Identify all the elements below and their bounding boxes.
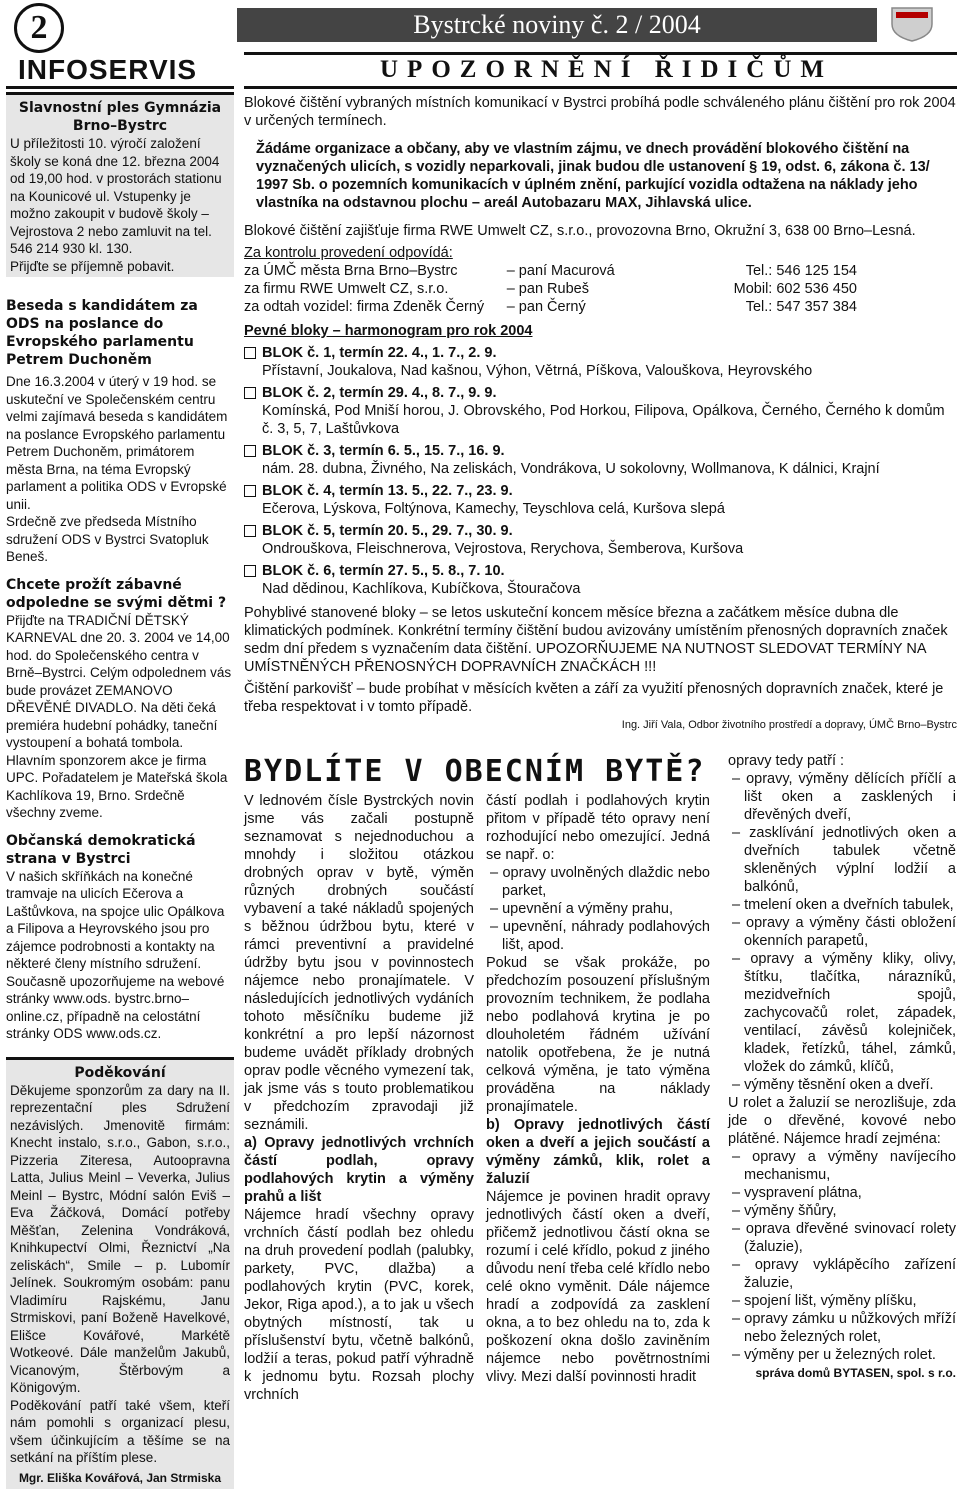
coat-of-arms-icon: [872, 6, 952, 42]
newspaper-header: Bystrcké noviny č. 2 / 2004: [237, 8, 877, 42]
podekovani-title: Poděkování: [10, 1064, 230, 1082]
blok-item: [244, 384, 957, 438]
contact-person: – pan Rubeš: [507, 280, 665, 298]
ples-title: Slavnostní ples Gymnázia Brno–Bystrc: [10, 99, 230, 135]
upozorneni-title: UPOZORNĚNÍ ŘIDIČŮM: [380, 56, 833, 84]
blok-streets: Ečerova, Lýskova, Foltýnova, Kamechy, Teyschlova celá, Kuršova slepá: [244, 500, 957, 518]
bydlite-col-1: [244, 792, 474, 1404]
section-rule: [6, 86, 234, 89]
upozorneni-rule-bottom: [244, 86, 957, 89]
upozorneni-body: [244, 94, 957, 734]
beseda-invite: Srdečně zve předseda Místního sdružení ODS v Bystrci Svatopluk Beneš.: [6, 513, 234, 566]
section-title: INFOSERVIS: [18, 54, 197, 86]
contacts-title: Za kontrolu provedení odpovídá:: [244, 244, 957, 262]
checkbox-icon: [244, 347, 256, 359]
parkoviste: Čištění parkovišť – bude probíhat v měsících květen a září za využití přenosných dopravních značek, které je třeba respektovat i v tomto případě.: [244, 680, 957, 716]
contact-phone: Tel.: 547 357 384: [664, 298, 957, 316]
list-item: – spojení lišt, výměny plíšku,: [728, 1292, 956, 1310]
harmonogram-title: Pevné bloky – harmonogram pro rok 2004: [244, 322, 957, 340]
blok-item: [244, 344, 957, 380]
blok-title: BLOK č. 1, termín 22. 4., 1. 7., 2. 9.: [244, 344, 957, 362]
checkbox-icon: [244, 565, 256, 577]
upozorneni-warning: Žádáme organizace a občany, aby ve vlastním zájmu, ve dnech provádění blokového čištění na vyznačených ulicích, s vozidly neparkovali, jinak budou dle ustanovení § 19, odst. 6, zákona č. 13/ 1997 Sb. o pozemních komunikacích v úplném znění, parkující vozidla odtažena na náklady jeho vlastníka na odstavnou plochu – areál Autobazaru MAX, Jihlavská ulice.: [244, 140, 957, 212]
blok-title: BLOK č. 5, termín 20. 5., 29. 7., 30. 9.: [244, 522, 957, 540]
contact-org: za firmu RWE Umwelt CZ, s.r.o.: [244, 280, 507, 298]
contact-org: za ÚMČ města Brna Brno–Bystrc: [244, 262, 507, 280]
contact-phone: Tel.: 546 125 154: [664, 262, 957, 280]
blok-item: [244, 482, 957, 518]
list-item: – oprava dřevěné svinovací rolety (žaluzie),: [728, 1220, 956, 1256]
contact-row: [244, 298, 957, 316]
blok-title: BLOK č. 4, termín 13. 5., 22. 7., 23. 9.: [244, 482, 957, 500]
list-item: – upevnění a výměny prahu,: [486, 900, 710, 918]
blok-streets: nám. 28. dubna, Živného, Na zeliskách, Vondrákova, U sokolovny, Wollmanova, K dálnici, Krajní: [244, 460, 957, 478]
ods-article: [6, 832, 234, 1043]
contact-row: [244, 262, 957, 280]
list-item: – výměny těsnění oken a dveří.: [728, 1076, 956, 1094]
beseda-body: Dne 16.3.2004 v úterý v 19 hod. se uskuteční ve Společenském centru velmi zajímavá beseda s kandidátem na poslance Evropského parlamentu Petrem Duchoněm, primátorem města Brna, na téma Evropský parlament a politika ODS v Evropské unii.: [6, 373, 234, 513]
left-column: [6, 92, 234, 1489]
contact-person: – pan Černý: [507, 298, 665, 316]
bydlite-col3-list: [728, 770, 956, 1094]
bydlite-col2-list: [486, 864, 710, 954]
blok-streets: Přístavní, Joukalova, Nad kašnou, Výhon, Větrná, Píškova, Valouškova, Heyrovského: [244, 362, 957, 380]
karneval-body: Přijďte na TRADIČNÍ DĚTSKÝ KARNEVAL dne 20. 3. 2004 ve 14,00 hod. do Společenského centra v Brně–Bystrci. Celým odpolednem vás bude provázet ZEMANOVO DŘEVĚNÉ DIVADLO. Na děti čeká premiéra hudební pohádky, taneční vystoupení a bohatá tombola. Hlavním sponzorem akce je firma UPC. Pořadatelem je Mateřská škola Kachlíkova 19, Brno. Srdečně všechny zveme.: [6, 612, 234, 822]
bydlite-col3-list: [728, 1148, 956, 1364]
bydlite-col2-text: Nájemce je povinen hradit opravy jednotlivých částí oken a dveří, přičemž jednotlivou částí okna se rozumí i celé křídlo, pokud z jiného důvodu není třeba celé křídlo nebo celé okno vyměnit. Dále nájemce hradí a zodpovídá za zasklení okna, a to bez ohledu na to, zda k poškození okna došlo zaviněním nájemce nebo povětrnostními vlivy. Mezi další povinnosti hradit: [486, 1188, 710, 1386]
blok-title: BLOK č. 2, termín 29. 4., 8. 7., 9. 9.: [244, 384, 957, 402]
contact-phone: Mobil: 602 536 450: [664, 280, 957, 298]
list-item: – upevnění, náhrady podlahových lišt, apod.: [486, 918, 710, 954]
ods-body: V našich skříňkách na konečné tramvaje na ulicích Ečerova a Laštůvkova, na spojce ulic Opálkova a Filipova a Heyrovského jsou pro zájemce podrobnosti a kontakty na některé členy místního sdružení. Současně upozorňujeme na webové stránky www.ods. bystrc.brno–online.cz, případně na celostátní stránky ODS www.ods.cz.: [6, 868, 234, 1043]
blok-streets: Nad dědinou, Kachlíkova, Kubíčkova, Štouračova: [244, 580, 957, 598]
list-item: – opravy a výměny kliky, olivy, štítku, tlačítka, nárazníků, mezidveřních spojů, zachycovačů rolet, západek, ventilací, závěsů kolejniček, kladek, řetízků, táhel, zámků, vložek do zámků, klíčů,: [728, 950, 956, 1076]
ples-body: U příležitosti 10. výročí založení školy se koná dne 12. března 2004 od 19,00 hod. v prostorách stationu na Kounicové ul. Vstupenky je možno zakoupit v budově školy – Vejrostova 2 nebo zamluvit na tel. 546 214 930 kl. 130.: [10, 135, 230, 258]
list-item: – opravy a výměny části obložení okenních parapetů,: [728, 914, 956, 950]
bydlite-col-2: [486, 792, 710, 1386]
bydlite-col3-text: opravy tedy patří :: [728, 752, 956, 770]
podekovani-thanks: Poděkování patří také všem, kteří nám pomohli s organizací plesu, všem účinkujícím a těšíme se na setkání na příštím plese.: [10, 1397, 230, 1467]
podekovani-body: Děkujeme sponzorům za dary na II. reprezentační ples Sdružení nezávislých. Jmenovitě firmám: Knecht instalo, s.r.o., Gabon, s.r.o., Pizzeria Ziteresa, Autoopravna Latta, Julius Meinl – Veverka, Julius Meinl – Bystrc, Módní salón Eviš – Eva Žáčková, Domácí potřeby Měšťan, Zelenina Vondráková, Knihkupectví Olmi, Řeznictví „Na zeliskách“, Smile – p. Lubomír Jelínek. Soukromým osobám: panu Vladimíru Rajskému, Janu Strmiskovi, paní Boženě Havelkové, Elišce Kovářové, Markétě Wotkeové. Dále manželům Jakubů, Vicanovým, Štěrbovým a Königovým.: [10, 1082, 230, 1397]
pohyblive-bloky: Pohyblivé stanovené bloky – se letos uskuteční koncem měsíce března a začátkem měsíce dubna dle klimatických podmínek. Konkrétní termíny čištění budou avizovány umístěním přenosných dopravních značek sedm dní předem s vyznačením data čištění. UPOZORŇUJEME NA NUTNOST SLEDOVAT TERMÍNY NA UMÍSTNĚNÝCH PŘENOSNÝCH DOPRAVNÍCH ZNAČKÁCH !!!: [244, 604, 957, 676]
beseda-title: Beseda s kandidátem za ODS na poslance do Evropského parlamentu Petrem Duchoněm: [6, 297, 234, 369]
blok-title: BLOK č. 3, termín 6. 5., 15. 7., 16. 9.: [244, 442, 957, 460]
bydlite-signature: správa domů BYTASEN, spol. s r.o.: [728, 1364, 956, 1382]
ods-title: Občanská demokratická strana v Bystrci: [6, 832, 234, 868]
karneval-article: [6, 576, 234, 822]
upozorneni-intro: Blokové čištění vybraných místních komunikací v Bystrci probíhá podle schváleného plánu čištění pro rok 2004 v určených termínech.: [244, 94, 957, 130]
list-item: – opravy a výměny navíjecího mechanismu,: [728, 1148, 956, 1184]
list-item: – opravy, výměny dělících příčlí a lišt oken a zasklených i dřevěných dveří,: [728, 770, 956, 824]
podekovani-signature: Mgr. Eliška Kovářová, Jan Strmiska: [10, 1470, 230, 1488]
contact-org: za odtah vozidel: firma Zdeněk Černý: [244, 298, 507, 316]
blok-title: BLOK č. 6, termín 27. 5., 5. 8., 7. 10.: [244, 562, 957, 580]
blok-item: [244, 522, 957, 558]
bydlite-col3-text: U rolet a žaluzií se nerozlišuje, zda jde o dřevěné, kovové nebo plátěné. Nájemce hradí zejména:: [728, 1094, 956, 1148]
blok-item: [244, 442, 957, 478]
checkbox-icon: [244, 525, 256, 537]
bydlite-title: BYDLÍTE V OBECNÍM BYTĚ?: [244, 754, 705, 789]
page-number: 2: [14, 3, 64, 53]
bydlite-col1-text: V lednovém čísle Bystrckých novin jsme vás začali postupně seznamovat s nejednoduchou a mnohdy i složitou otázkou drobných oprav v bytě, výměn různých drobných součástí vybavení a také nákladů spojených s běžnou údržbou bytu, které v rámci preventivní a pravidelné údržby bytu jsou v povinnostech nájemce nebo pronajímatele. V následujících jednotlivých vydáních tohoto měsíčníku budeme již konkrétní a pro lepší názornost budeme uvádět příklady drobných oprav podle věcného vymezení tak, jak jsme vás s touto problematikou v předchozím zpravodaji již seznámili.: [244, 792, 474, 1134]
list-item: – opravy zámku u nůžkových mříží nebo železných rolet,: [728, 1310, 956, 1346]
checkbox-icon: [244, 387, 256, 399]
checkbox-icon: [244, 485, 256, 497]
upozorneni-rule-top: [244, 52, 957, 55]
bydlite-col-3: [728, 752, 956, 1382]
list-item: – opravy vyklápěcího zařízení žaluzie,: [728, 1256, 956, 1292]
blok-streets: Komínská, Pod Mniší horou, J. Obrovského, Pod Horkou, Filipova, Opálkova, Černého, Černého k domům č. 3, 5, 7, Laštůvkova: [244, 402, 957, 438]
bydlite-col2-heading: b) Opravy jednotlivých částí oken a dveří a jejich součástí a výměny zámků, klik, rolet a žaluzií: [486, 1116, 710, 1188]
list-item: – tmelení oken a dveřních tabulek,: [728, 896, 956, 914]
beseda-article: [6, 297, 234, 566]
podekovani-box: [6, 1057, 234, 1489]
list-item: – výměny šňůry,: [728, 1202, 956, 1220]
contact-row: [244, 280, 957, 298]
blok-item: [244, 562, 957, 598]
checkbox-icon: [244, 445, 256, 457]
bydlite-col1-text: Nájemce hradí všechny opravy vrchních částí podlah bez ohledu na druh provedení podlah (palubky, parkety, PVC, dlažba) a podlahových krytin (PVC, korek, Jekor, Riga apod.), a to jak u všech obytných místností, tak u příslušenství bytu, včetně balkónů, lodžií a teras, pokud patří výhradně k jednomu bytu. Rozsah plochy vrchních: [244, 1206, 474, 1404]
list-item: – opravy uvolněných dlaždic nebo parket,: [486, 864, 710, 900]
bydlite-col1-heading: a) Opravy jednotlivých vrchních částí podlah, opravy podlahových krytin a výměny prahů a lišt: [244, 1134, 474, 1206]
list-item: – zasklívání jednotlivých oken a dveřních tabulek včetně skleněných výplní lodžií a balkónů,: [728, 824, 956, 896]
upozorneni-signature: Ing. Jiří Vala, Odbor životního prostředí a dopravy, ÚMČ Brno–Bystrc: [244, 716, 957, 734]
blok-streets: Ondrouškova, Fleischnerova, Vejrostova, Rerychova, Šemberova, Kuršova: [244, 540, 957, 558]
bydlite-col2-text: Pokud se však prokáže, po předchozím posouzení příslušným provozním technikem, že podlaha nebo podlahová krytina je po dlouholetém řádném užívání natolik opotřebena, že je nutná celková výměna, je tato výměna prováděna na náklady pronajímatele.: [486, 954, 710, 1116]
upozorneni-firm: Blokové čištění zajišťuje firma RWE Umwelt CZ, s.r.o., provozovna Brno, Okružní 3, 638 00 Brno–Lesná.: [244, 222, 957, 240]
ples-box: [6, 92, 234, 277]
list-item: – výměny per u železných rolet.: [728, 1346, 956, 1364]
karneval-title: Chcete prožít zábavné odpoledne se svými dětmi ?: [6, 576, 234, 612]
list-item: – vyspravení plátna,: [728, 1184, 956, 1202]
contacts-table: [244, 262, 957, 316]
ples-closing: Přijďte se příjemně pobavit.: [10, 258, 230, 276]
bydlite-col2-text: částí podlah i podlahových krytin přitom v případě této opravy není rozhodující nebo omezující. Jedná se např. o:: [486, 792, 710, 864]
contact-person: – paní Macurová: [507, 262, 665, 280]
